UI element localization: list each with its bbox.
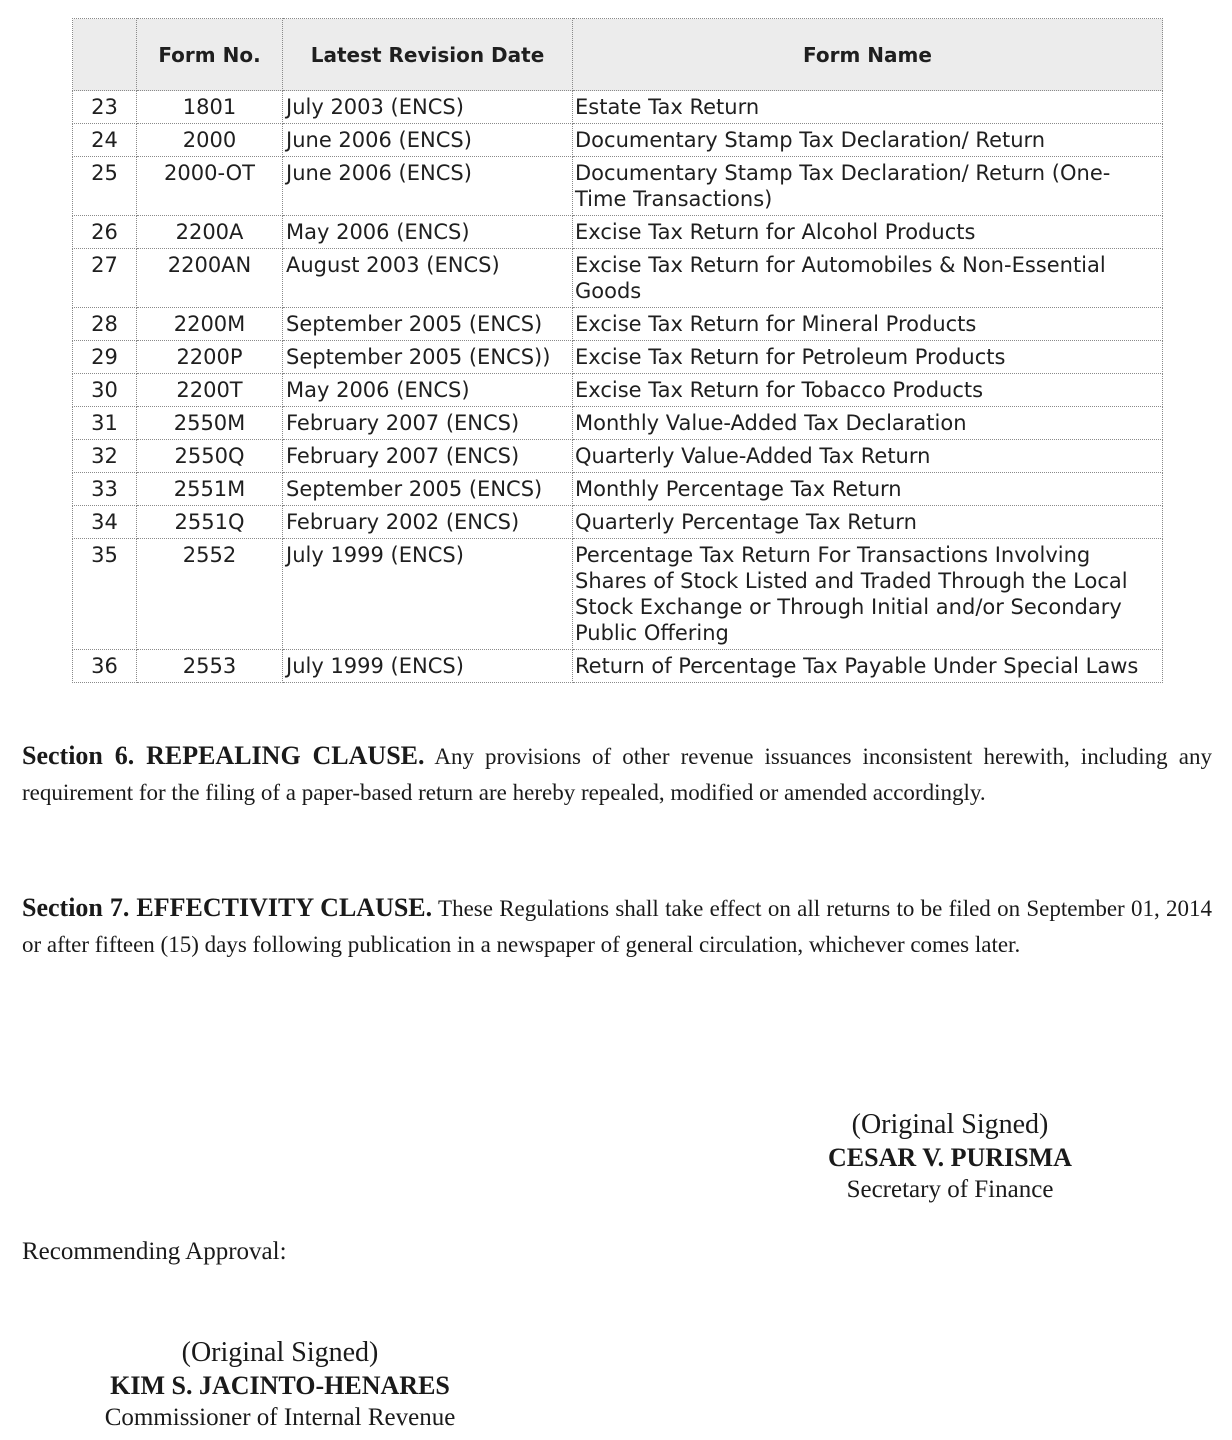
secretary-original-signed: (Original Signed) (851, 1109, 1049, 1140)
row-number: 32 (73, 440, 137, 473)
table-row (73, 124, 1163, 157)
form-name: Excise Tax Return for Mineral Products (573, 308, 1163, 341)
form-number: 2551Q (137, 506, 283, 539)
revision-date: June 2006 (ENCS) (283, 157, 573, 216)
revision-date: September 2005 (ENCS)) (283, 341, 573, 374)
row-number: 29 (73, 341, 137, 374)
form-number: 2000 (137, 124, 283, 157)
form-number: 2200P (137, 341, 283, 374)
section-6-repealing-clause (22, 738, 1212, 811)
table-header-row (73, 19, 1163, 91)
table-row (73, 473, 1163, 506)
commissioner-name: KIM S. JACINTO-HENARES (110, 1371, 450, 1400)
revision-date: September 2005 (ENCS) (283, 473, 573, 506)
section-7-heading: Section 7. EFFECTIVITY CLAUSE. (22, 893, 433, 922)
revision-date: July 1999 (ENCS) (283, 650, 573, 683)
row-number: 28 (73, 308, 137, 341)
row-number: 36 (73, 650, 137, 683)
form-name: Quarterly Percentage Tax Return (573, 506, 1163, 539)
form-number: 2200A (137, 216, 283, 249)
form-name: Estate Tax Return (573, 91, 1163, 124)
form-name: Documentary Stamp Tax Declaration/ Return (573, 124, 1163, 157)
form-name: Documentary Stamp Tax Declaration/ Return (One-Time Transactions) (573, 157, 1163, 216)
form-number: 2000-OT (137, 157, 283, 216)
header-form-no: Form No. (137, 19, 283, 91)
form-name: Monthly Percentage Tax Return (573, 473, 1163, 506)
form-name: Monthly Value-Added Tax Declaration (573, 407, 1163, 440)
form-name: Excise Tax Return for Petroleum Products (573, 341, 1163, 374)
row-number: 26 (73, 216, 137, 249)
table-row (73, 249, 1163, 308)
row-number: 33 (73, 473, 137, 506)
header-form-name: Form Name (573, 19, 1163, 91)
table-row (73, 341, 1163, 374)
table-body (73, 91, 1163, 683)
revision-date: February 2007 (ENCS) (283, 407, 573, 440)
tax-forms-table (72, 18, 1163, 683)
form-name: Excise Tax Return for Tobacco Products (573, 374, 1163, 407)
row-number: 31 (73, 407, 137, 440)
row-number: 34 (73, 506, 137, 539)
row-number: 24 (73, 124, 137, 157)
row-number: 35 (73, 539, 137, 650)
revision-date: February 2007 (ENCS) (283, 440, 573, 473)
table-row (73, 91, 1163, 124)
table-row (73, 539, 1163, 650)
table-row (73, 407, 1163, 440)
section-6-body: Any provisions of other revenue issuances inconsistent herewith, including any requirement for the filing of a paper-based return are hereby repealed, modified or amended accordingly. (22, 744, 1212, 805)
revision-date: February 2002 (ENCS) (283, 506, 573, 539)
row-number: 25 (73, 157, 137, 216)
table-row (73, 650, 1163, 683)
table-row (73, 157, 1163, 216)
revision-date: September 2005 (ENCS) (283, 308, 573, 341)
commissioner-signature-block (80, 1336, 480, 1434)
section-6-heading: Section 6. REPEALING CLAUSE. (22, 741, 425, 770)
form-number: 2200AN (137, 249, 283, 308)
form-number: 2550M (137, 407, 283, 440)
revision-date: July 2003 (ENCS) (283, 91, 573, 124)
revision-date: June 2006 (ENCS) (283, 124, 573, 157)
header-revision-date: Latest Revision Date (283, 19, 573, 91)
table-row (73, 440, 1163, 473)
row-number: 27 (73, 249, 137, 308)
secretary-signature-block (800, 1108, 1100, 1206)
revision-date: May 2006 (ENCS) (283, 374, 573, 407)
form-name: Quarterly Value-Added Tax Return (573, 440, 1163, 473)
table-row (73, 506, 1163, 539)
form-name: Excise Tax Return for Automobiles & Non-Essential Goods (573, 249, 1163, 308)
row-number: 30 (73, 374, 137, 407)
form-number: 2550Q (137, 440, 283, 473)
form-number: 2553 (137, 650, 283, 683)
form-name: Percentage Tax Return For Transactions Involving Shares of Stock Listed and Traded Through the Local Stock Exchange or Through Initial and/or Secondary Public Offering (573, 539, 1163, 650)
section-7-body: These Regulations shall take effect on all returns to be filed on September 01, 2014 or after fifteen (15) days following publication in a newspaper of general circulation, whichever comes later. (22, 896, 1212, 957)
form-number: 1801 (137, 91, 283, 124)
revision-date: May 2006 (ENCS) (283, 216, 573, 249)
commissioner-original-signed: (Original Signed) (181, 1337, 379, 1368)
section-7-effectivity-clause (22, 890, 1212, 963)
revision-date: August 2003 (ENCS) (283, 249, 573, 308)
table-row (73, 216, 1163, 249)
form-number: 2200T (137, 374, 283, 407)
recommending-approval-label: Recommending Approval: (22, 1238, 287, 1265)
form-number: 2552 (137, 539, 283, 650)
header-number (73, 19, 137, 91)
revision-date: July 1999 (ENCS) (283, 539, 573, 650)
secretary-title: Secretary of Finance (846, 1176, 1054, 1203)
form-name: Return of Percentage Tax Payable Under Special Laws (573, 650, 1163, 683)
form-number: 2551M (137, 473, 283, 506)
secretary-name: CESAR V. PURISMA (828, 1143, 1072, 1172)
form-number: 2200M (137, 308, 283, 341)
table-row (73, 308, 1163, 341)
form-name: Excise Tax Return for Alcohol Products (573, 216, 1163, 249)
table-row (73, 374, 1163, 407)
row-number: 23 (73, 91, 137, 124)
commissioner-title: Commissioner of Internal Revenue (104, 1404, 456, 1431)
